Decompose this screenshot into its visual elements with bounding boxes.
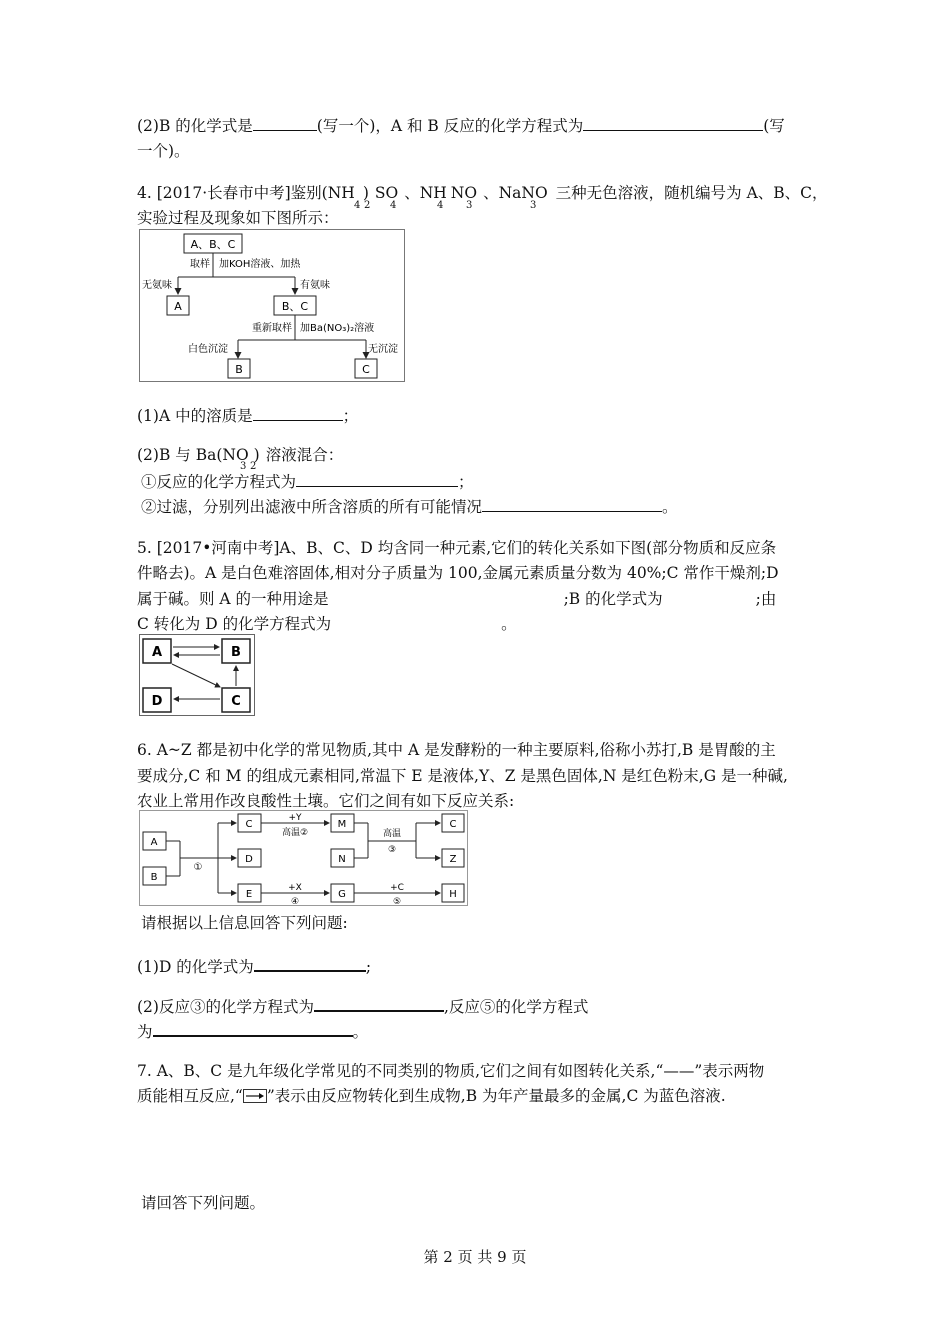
label-r5: ⑤ bbox=[392, 897, 402, 905]
page-footer: 第 2 页 共 9 页 bbox=[423, 1248, 527, 1266]
box-h: H bbox=[449, 889, 457, 900]
label-plus-c: +C bbox=[390, 883, 404, 893]
label-high-temp-2: 高温② bbox=[281, 828, 309, 838]
box-e: E bbox=[245, 889, 253, 900]
label-r1: ① bbox=[193, 862, 203, 873]
q4-line1: 4. [2017·长春市中考]鉴别(NH ) SO 、NH NO 、NaNO 三种无色溶液，随机编号为 A、B、C， bbox=[137, 184, 828, 202]
subscript: 4 bbox=[437, 200, 444, 211]
subscript: 3 bbox=[466, 200, 473, 211]
label-no-ammonia: 无氨味 bbox=[142, 280, 172, 291]
label-white-ppt: 白色沉淀 bbox=[188, 344, 228, 355]
label-r4: ④ bbox=[290, 897, 300, 905]
subscript: 3 bbox=[530, 200, 537, 211]
q6-sub2-cont: 为 。 bbox=[137, 1020, 368, 1042]
label-resample: 重新取样 bbox=[252, 323, 292, 334]
answer-blank[interactable] bbox=[583, 115, 763, 131]
answer-blank[interactable] bbox=[153, 1020, 353, 1037]
q7-prompt: 请回答下列问题。 bbox=[141, 1194, 266, 1212]
q3-line2: 一个)。 bbox=[137, 142, 190, 160]
q4-sub2-i: ①反应的化学方程式为 ； bbox=[141, 473, 474, 491]
label-no-ppt: 无沉淀 bbox=[368, 344, 398, 355]
q4-sub2: (2)B 与 Ba(NO ) 溶液混合： bbox=[137, 446, 344, 464]
box-a: A bbox=[150, 837, 158, 848]
q6-diagram bbox=[139, 810, 468, 906]
label-sampling: 取样 bbox=[190, 259, 210, 270]
box-b: B bbox=[150, 872, 158, 883]
label-koh: 加KOH溶液、加热 bbox=[219, 259, 301, 270]
answer-blank[interactable] bbox=[296, 471, 458, 487]
answer-blank[interactable] bbox=[482, 496, 662, 512]
label-plus-y: +Y bbox=[288, 813, 302, 823]
box-a: A bbox=[151, 645, 163, 660]
q6-prompt: 请根据以上信息回答下列问题: bbox=[141, 914, 348, 932]
q4-sub2-ii: ②过滤，分别列出滤液中所含溶质的所有可能情况 。 bbox=[141, 498, 678, 516]
q6-sub1: (1)D 的化学式为 ; bbox=[137, 955, 371, 977]
label-r3: ③ bbox=[387, 845, 397, 855]
q4-flowchart bbox=[139, 229, 405, 382]
box-z: Z bbox=[449, 854, 457, 865]
subscript: 2 bbox=[364, 200, 371, 211]
q4-sub1: (1)A 中的溶质是 ； bbox=[137, 407, 359, 425]
q5-line1: 5. [2017•河南中考]A、B、C、D 均含同一种元素,它们的转化关系如下图(部分物质和反应条 bbox=[137, 539, 777, 557]
answer-blank[interactable] bbox=[253, 115, 317, 131]
box-d: D bbox=[245, 854, 253, 865]
box-b: B bbox=[235, 363, 243, 376]
q6-line3: 农业上常用作改良酸性土壤。它们之间有如下反应关系: bbox=[137, 792, 515, 810]
box-g: G bbox=[338, 889, 346, 900]
box-c-2: C bbox=[449, 819, 457, 830]
q5-line4: C 转化为 D 的化学方程式为 。 bbox=[137, 615, 517, 633]
q6-line2: 要成分,C 和 M 的组成元素相同,常温下 E 是液体,Y、Z 是黑色固体,N 是红色粉末,G 是一种碱, bbox=[137, 767, 788, 785]
answer-blank[interactable] bbox=[314, 995, 444, 1012]
answer-blank[interactable] bbox=[254, 955, 366, 972]
q3-line1: (2)B 的化学式是 (写一个)，A 和 B 反应的化学方程式为 (写 bbox=[137, 117, 785, 135]
q6-sub2: (2)反应③的化学方程式为 ,反应⑤的化学方程式 bbox=[137, 995, 588, 1017]
subscript: 3 bbox=[240, 461, 247, 472]
label-plus-x: +X bbox=[288, 883, 302, 893]
subscript: 4 bbox=[390, 200, 397, 211]
box-c: C bbox=[362, 363, 370, 376]
box-c: C bbox=[245, 819, 253, 830]
label-ammonia: 有氨味 bbox=[300, 280, 330, 291]
q6-line1: 6. A~Z 都是初中化学的常见物质,其中 A 是发酵粉的一种主要原料,俗称小苏打,B 是胃酸的主 bbox=[137, 741, 776, 759]
subscript: 2 bbox=[250, 461, 257, 472]
box-bc: B、C bbox=[281, 300, 309, 313]
box-d: D bbox=[151, 694, 163, 709]
box-n: N bbox=[338, 854, 346, 865]
subscript: 4 bbox=[354, 200, 361, 211]
arrow-icon bbox=[243, 1089, 267, 1103]
label-abc: A、B、C bbox=[190, 238, 236, 251]
box-b: B bbox=[231, 645, 241, 660]
label-bano3: 加Ba(NO₃)₂溶液 bbox=[300, 323, 375, 334]
q7-line2: 质能相互反应,“ ”表示由反应物转化到生成物,B 为年产量最多的金属,C 为蓝色溶液. bbox=[137, 1087, 726, 1105]
q5-line2: 件略去)。A 是白色难溶固体,相对分子质量为 100,金属元素质量分数为 40%;C 常作干燥剂;D bbox=[137, 564, 779, 582]
answer-blank[interactable] bbox=[253, 405, 343, 421]
q5-diagram bbox=[139, 634, 255, 716]
q4-line2: 实验过程及现象如下图所示： bbox=[137, 209, 339, 227]
q5-line3: 属于碱。则 A 的一种用途是 ;B 的化学式为 ;由 bbox=[137, 590, 777, 608]
box-m: M bbox=[337, 819, 347, 830]
q7-line1: 7. A、B、C 是九年级化学常见的不同类别的物质,它们之间有如图转化关系,“——”表示两物 bbox=[137, 1062, 765, 1080]
box-c: C bbox=[231, 694, 241, 709]
box-a: A bbox=[174, 300, 182, 313]
label-high-temp-3: 高温 bbox=[382, 829, 402, 839]
